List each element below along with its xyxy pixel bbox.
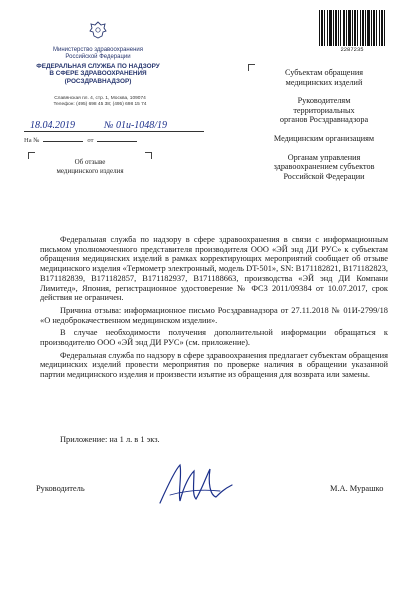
agency-address: Славянская пл. 4, стр. 1, Москва, 109074 Телефон: (495) 698 45 38; (495) 698 15 74 — [53, 96, 147, 107]
barcode-icon — [318, 10, 386, 46]
agency-name: ФЕДЕРАЛЬНАЯ СЛУЖБА ПО НАДЗОРУ В СФЕРЕ ЗДРАВООХРАНЕНИЯ (РОСЗДРАВНАДЗОР) — [36, 63, 160, 85]
reference-line: На № от — [24, 137, 141, 144]
letterhead — [28, 20, 168, 85]
letter-subject: Об отзыве медицинского изделия — [40, 158, 140, 176]
ministry-name: Министерство здравоохранения Российской Федерации — [53, 47, 143, 60]
barcode-number: 2287235 — [340, 46, 364, 53]
registration-date: 18.04.2019 — [30, 120, 75, 131]
body-paragraph: Причина отзыва: информационное письмо Росздравнадзора от 27.11.2018 № 01И-2799/18 «О недоброкачественном медицинском изделии». — [40, 305, 388, 325]
registration-number: № 01и-1048/19 — [104, 120, 168, 131]
recipients-block — [254, 68, 394, 190]
recipient-3: Медицинским организациям — [273, 133, 375, 143]
attachment-note: Приложение: на 1 л. в 1 экз. — [60, 435, 160, 444]
body-paragraph: Федеральная служба по надзору в сфере здравоохранения предлагает субъектам обращения медицинских изделий провести мероприятия по проверке наличия в обращении указанной партии медицинского изделия и произвести изъятие из обращения для возврата или замены. — [40, 350, 388, 380]
coat-of-arms-icon — [87, 20, 109, 40]
body-paragraph: В случае необходимости получения дополнительной информации обращаться к производителю ООО «ЭЙ энд ДИ РУС» (см. приложение). — [40, 328, 388, 348]
recipient-4: Органам управления здравоохранением субъектов Российской Федерации — [273, 152, 375, 181]
registration-line — [24, 120, 204, 133]
recipient-2: Руководителям территориальных органов Росздравнадзора — [279, 96, 369, 125]
handwritten-signature-icon — [150, 455, 240, 515]
recipient-1: Субъектам обращения медицинских изделий — [254, 68, 394, 87]
letter-body — [40, 235, 388, 383]
signatory-name: М.А. Мурашко — [330, 484, 384, 493]
body-paragraph: Федеральная служба по надзору в сфере здравоохранения в связи с информационным письмом уполномоченного представителя производителя ООО «ЭЙ энд ДИ РУС» к субъектам обращения медицинских изделий в рамках корректирующих мероприятий сообщает об отзыве медицинского изделия «Термометр электронный, модель DT-501», SN: B171182821, B171182823, B171182839, B171182857, B171182937, B171188663, производства «ЭЙ энд ДИ Компани Лимитед», Япония, регистрационное удостоверение № ФСЗ 2011/09384 от 10.07.2017, срок действия не ограничен. — [40, 235, 388, 303]
signatory-role: Руководитель — [36, 484, 85, 493]
